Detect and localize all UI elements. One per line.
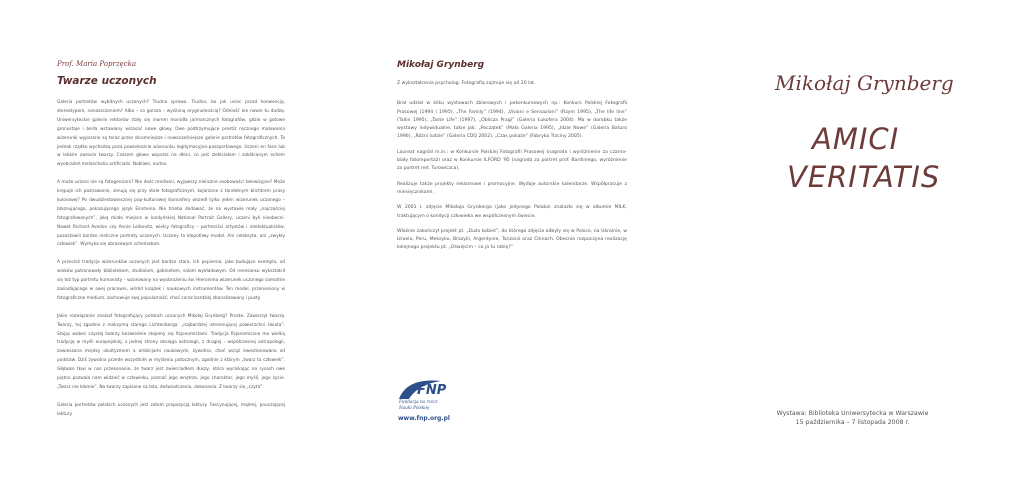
exhibition-dates: 15 października – 7 listopada 2008 r. [795, 419, 910, 426]
cover-title-line1: AMICI [812, 122, 900, 156]
essay-body [57, 99, 285, 428]
fnp-logo-text: FNP [417, 383, 447, 398]
foundation-line: Fundacja na rzecz [399, 399, 438, 404]
bio-paragraph: Brał udział w kilku wystawach zbiorowych i pokonkursowych np.: Konkurs Polskiej Fotografii Prasowej (1994 i 1995), „The Family” (1994), „Visioni e Sensazioni” (Rzym 1995), „The life line” (Tallin 1995), „Taste Life” (1997), „Oblicza Pragi” (Galeria Łukofera 2004). Ma w dorobku także wystawy indywidualne, takie jak: „Początek” (Mała Galeria 1995), „Idzie Nowe” (Galeria Baturo 1996), „Różni ludzie” (Galeria CDQ 2002), „Czas pokaże” (Fabryka Trzciny 2005). [397, 101, 627, 140]
bio-body [397, 80, 627, 260]
essay-paragraph: A przecież tradycja wizerunków uczonych jest bardzo stara. Ich popiersia, jako budujące exempla, od wieków patronowały bibliotekom, studiolom, gabinetom, salom wykładowym. Od renesansu wykształcił się też typ portretu humanisty – wzorowany na wyobrażeniu św. Hieronima wizerunek uczonego samotnie zasiadającego w swej pracowni, wśród książek i naukowych instrumentów. Ten model, przeniesiony w fotograficzne medium, zachowuje swą popularność, choć coraz bardziej zbanalizowany i pusty. [57, 260, 285, 301]
essay-paragraph: Galeria portretów wybitnych uczonych? Trudna sprawa. Trudna, bo jak uciec przed konwencją, stereotypem, nanaszczeniem? Albo – co gorsza – wysiloną oryginalnością? Odnieść nie nowie tu dadzą. Uniwersyteckie galerie rektorów stały się inorem monidła jarmarcznych fotografów, gdzie w gotowe gronostaje i berła wstawiany wizasać nowe głowy. Owe podtrzymujące prestiż ręcznego malowania wizerunki wyparane są teraz przez skromniejsze i nowocześniejsze galerie portretów fotograficznych. Te jednak rządko wychodzą poza powieleszcie wizerunku legitymacyjno-paszportowego. Uczeni en face lub w lekkim zwrocie twarzy. Czasem głowa wsparta na dłoni, co jest zleklciałom i zakłócanym echem wyobrażeń melancholia artificialis. Nobliwe, nudno. [57, 100, 285, 168]
essay-title: Twarze uczonych [57, 75, 157, 87]
foundation-line: Nauki Polskiej [399, 404, 430, 410]
bio-paragraph: Realizuje także projekty reklamowe i promocyjne. Wydaje autorskie kalendarze. Współpracuje z miesięcznikami. [397, 181, 627, 195]
website-link[interactable]: www.fnp.org.pl [398, 415, 450, 422]
bio-paragraph: Właśnie zakończył projekt pt. „Dużo kobiet”, do którego zdjęcia odbyły się w Polsce, na Ukrainie, w Izraelu, Peru, Meksyku, Brazylii, Argentynie, Tanzanii oraz Chinach. Obecnie rozpoczyna realizację kolejnego projektu pt. „Oświęcim – co ja tu robię?” [397, 228, 627, 251]
exhibition-venue: Wystawa: Biblioteka Uniwersytecka w Warszawie [776, 410, 929, 417]
essay-paragraph: A może uczeni nie są fotogeniczni? Nie dość medialni, wyjąwszy nieliczne osobowości telewizyjne? Może krępuje ich poznawanie, zenują się przy stole fotograficznym, kojarzone z tandetnym blichtrem prasy kolorowej? Po dwudziestowiecznej pop-kulturowej ikonosfery wszedł tylko jeden wizerunek uczonego – błaznującego, pokazującego język Einsteina. Nie trzeba dodawać, że na wystawie mały „najczęściej fotografowanych”, jaką miała miejsce w londyńskiej National Portrait Gallery, uczeni byli nieobecni. Nawet Richard Avedon czy Annie Leibovitz, wielcy fotograficy – portreciści artystów i intelektualistów, pozostawili bardzo nieliczne portrety uczonych. Uczony to kłopotliwy model. Ani celebryta, ani „zwykły człowiek”. Wymyka się obrazowym schematom. [57, 180, 285, 248]
bio-paragraph: Z wykształcenia psycholog. Fotografią zajmuje się od 20 lat. [397, 81, 536, 86]
foundation-name [399, 399, 438, 410]
essay-author: Prof. Maria Poprzęcka [57, 60, 137, 68]
bio-paragraph: Laureat nagród m.in.: w Konkursie Polskiej Fotografii Prasowej (nagroda i wyróżnienie za czarno-biały fotoreportaż) oraz w Konkursie ILFORD '95 (nagroda za portret prof. Bardiniego, wyróżnienie za portret red. Turowiczca). [397, 149, 627, 172]
essay-paragraph: Jakie rozwiązanie znalazł fotografujący polskich uczonych Mikołaj Grynberg? Proste. Zawierzył twarzy. Twarzy, tej zgodnie z maksymą starego Lichtenberga: „najbardziej interesującej powierzchni świata”. Stając wobec czystej twarzy bezwiednie stajemy się fizjonomistami. Tradycja fizjonomiczna ma wielką tradycję w myśli europejskiej, z jednej strony dosięga astrologii, z drugiej – współczesnej antropologii, zawieszona między okultyzmem a ambicjami naukowymi, żywotna, choć wciąż kwestionowana od podstaw. Dziś żywotna przede wszystkim w myśleniu potocznym, zgodnie z którym „twarz to człowiek”. Głęboko tkwi w nas przekonanie, że twarz jest zwierciadłem duszy, która wyciskając na rysach owe piętno pozwala nam widzieć w człowieku, poznać jego wnętrze, jego charakter, jego myśli, jego życie. „Twarz nie kłamie”. Na twarzy zapisane są lata, doświadczenia, dokonania. Z twarzy się „czyta”. [57, 313, 285, 390]
bio-paragraph: W 2001 r. zdjęcie Mikołaja Grynberga (jako jedynego Polaka) znalazło się w albumie MILK, traktującym o kondycji człowieka we współczesnym świecie. [397, 205, 627, 219]
exhibition-info [745, 409, 960, 427]
cover-author-name: Mikołaj Grynberg [775, 71, 954, 95]
bio-title: Mikołaj Grynberg [397, 60, 485, 70]
cover-title-line2: VERITATIS [787, 160, 941, 194]
essay-paragraph: Galeria portretów polskich uczonych jest zatem propozycją lektury. Fascynującej, mądrej, pouczającej lektury. [57, 402, 285, 417]
